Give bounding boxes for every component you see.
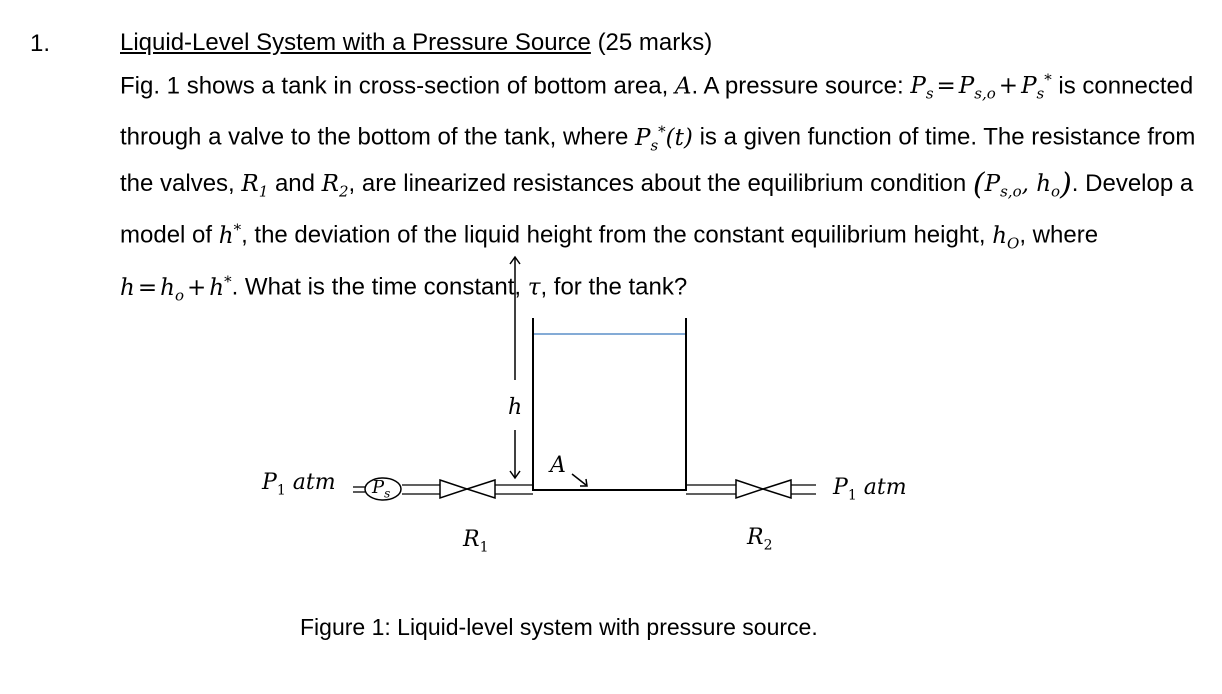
r2-symbol: $R_2$: [321, 171, 349, 201]
height-equation: $h = h_o + h^*$: [120, 271, 232, 305]
area-label: A: [550, 453, 566, 478]
text-11: , for the tank?: [540, 273, 688, 301]
question-marks: (25 marks): [597, 29, 713, 56]
area-pointer: [572, 474, 587, 486]
text-6: , are linearized resistances about the equilibrium condition: [348, 170, 967, 197]
text-1: Fig. 1 shows a tank in cross-section of bottom area,: [120, 72, 669, 100]
text-8: , the deviation of the liquid height from the constant equilibrium height,: [241, 221, 986, 249]
text-10: . What is the time constant,: [231, 273, 522, 301]
source-equation: $P_s = P_{s,o} + P_s^*$: [910, 70, 1052, 103]
right-pressure-label: $P_1$ atm: [833, 475, 907, 504]
source-label: $P_s$: [372, 477, 391, 501]
left-pressure-label: $P_1$ atm: [262, 470, 336, 499]
text-2: . A pressure source:: [691, 72, 904, 100]
text-7: . Develop a model of: [120, 170, 1194, 249]
ps-star-t: $P_s^*(t)$: [634, 122, 693, 155]
r2-label: $R_2$: [747, 525, 773, 554]
h-o-symbol: $h_O$: [992, 222, 1020, 253]
question-title: Liquid-Level System with a Pressure Source: [120, 29, 591, 56]
text-3: is connected through a valve to the bottom of the tank, where: [120, 72, 1194, 151]
valve-r1: [440, 480, 495, 498]
text-9: , where: [1019, 221, 1099, 249]
question-number: 1.: [30, 30, 51, 57]
text-5: and: [274, 170, 315, 197]
h-star-symbol: h*: [218, 220, 242, 249]
text-4: is a given function of time. The resistance from the valves,: [120, 123, 1196, 197]
r1-label: $R_1$: [463, 527, 489, 556]
r1-symbol: $R_1$: [241, 171, 269, 201]
valve-r2: [736, 480, 791, 498]
height-dimension: [508, 257, 523, 478]
figure-caption: Figure 1: Liquid-level system with pressure source.: [300, 614, 818, 640]
equilibrium-condition: ($P_{s,o}$, $h_o$): [972, 167, 1072, 202]
tau-symbol: τ: [527, 274, 541, 301]
height-label: h: [508, 395, 523, 420]
area-symbol: A: [674, 73, 692, 100]
